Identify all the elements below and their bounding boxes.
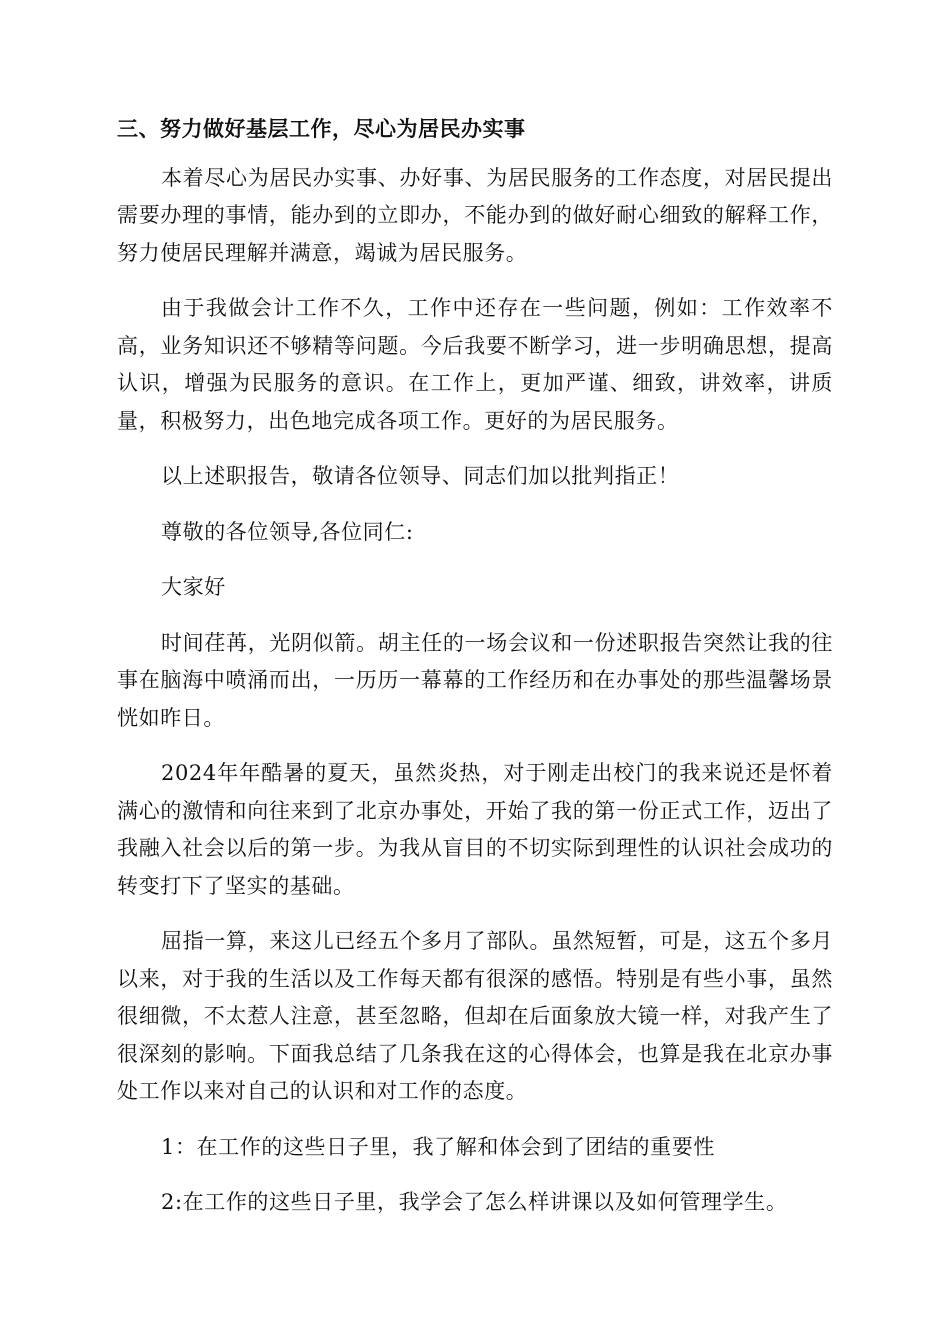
salutation: 尊敬的各位领导,各位同仁: <box>161 519 414 544</box>
paragraph-service-attitude: 本着尽心为居民办实事、办好事、为居民服务的工作态度，对居民提出需要办理的事情，能办到的立即办，不能办到的做好耐心细致的解释工作，努力使居民理解并满意，竭诚为居民服务。 <box>117 165 833 265</box>
paragraph-time-flies: 时间荏苒，光阴似箭。胡主任的一场会议和一份述职报告突然让我的往事在脑海中喷涌而出，一历历一幕幕的工作经历和在办事处的那些温馨场景恍如昨日。 <box>117 630 833 730</box>
list-item-unity: 1：在工作的这些日子里，我了解和体会到了团结的重要性 <box>161 1134 715 1159</box>
paragraph-summer: 2024年年酷暑的夏天，虽然炎热，对于刚走出校门的我来说还是怀着满心的激情和向往来到了北京办事处，开始了我的第一份正式工作，迈出了我融入社会以后的第一步。为我从盲目的不切实际到理性的认识社会成功的转变打下了坚实的基础。 <box>117 761 833 898</box>
paragraph-problems: 由于我做会计工作不久，工作中还存在一些问题，例如：工作效率不高，业务知识还不够精等问题。今后我要不断学习，进一步明确思想，提高认识，增强为民服务的意识。在工作上，更加严谨、细致，讲效率，讲质量，积极努力，出色地完成各项工作。更好的为居民服务。 <box>117 296 833 433</box>
paragraph-closing: 以上述职报告，敬请各位领导、同志们加以批判指正！ <box>161 464 680 488</box>
section-heading: 三、努力做好基层工作，尽心为居民办实事 <box>117 116 526 141</box>
document-body <box>117 110 833 1240</box>
greeting: 大家好 <box>161 575 226 599</box>
paragraph-five-months: 屈指一算，来这儿已经五个多月了部队。虽然短暂，可是，这五个多月以来，对于我的生活以及工作每天都有很深的感悟。特别是有些小事，虽然很细微，不太惹人注意，甚至忽略，但却在后面象放大镜一样，对我产生了很深刻的影响。下面我总结了几条我在这的心得体会，也算是我在北京办事处工作以来对自己的认识和对工作的态度。 <box>117 929 833 1103</box>
list-item-teaching: 2:在工作的这些日子里，我学会了怎么样讲课以及如何管理学生。 <box>161 1190 788 1214</box>
